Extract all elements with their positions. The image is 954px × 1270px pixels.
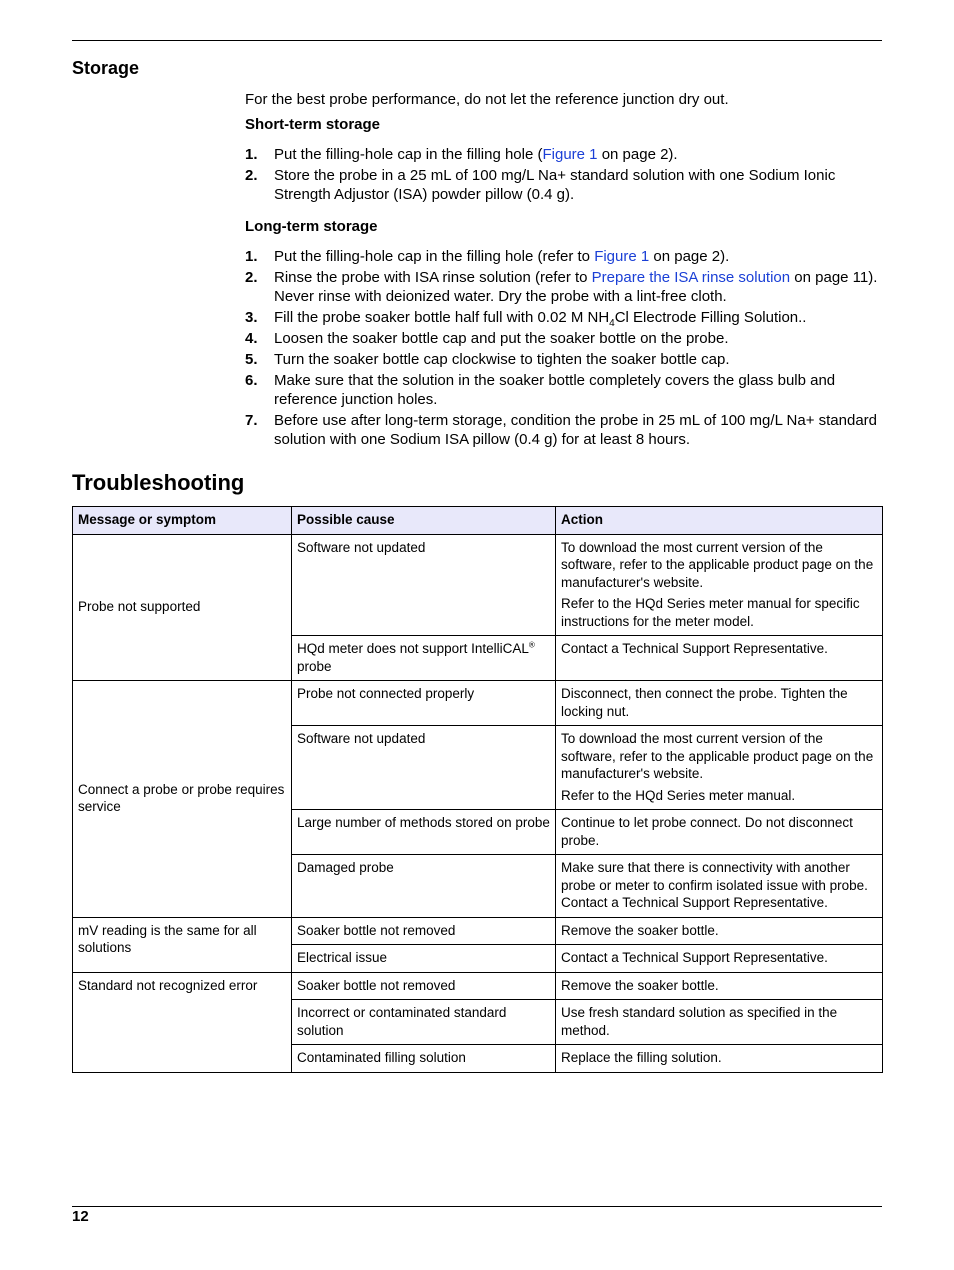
- table-header-row: [73, 507, 883, 535]
- action-cell: Contact a Technical Support Representative.: [556, 945, 883, 973]
- troubleshooting-heading: Troubleshooting: [72, 470, 245, 495]
- symptom-cell: Standard not recognized error: [73, 972, 292, 1072]
- figure-1-link[interactable]: Figure 1: [594, 248, 650, 265]
- long-term-step: 7. Before use after long-term storage, condition the probe in 25 mL of 100 mg/L Na+ standard solution with one Sodium ISA pillow (0.4 g) for at least 8 hours.: [245, 412, 877, 448]
- cause-cell: Software not updated: [292, 726, 556, 810]
- cause-cell: Electrical issue: [292, 945, 556, 973]
- cause-cell: Probe not connected properly: [292, 681, 556, 726]
- cause-cell: Damaged probe: [292, 855, 556, 918]
- long-term-step: 3. Fill the probe soaker bottle half full with 0.02 M $NH_4Cl$ Electrode Filling Solution..: [245, 309, 807, 329]
- action-cell: Continue to let probe connect. Do not disconnect probe.: [556, 810, 883, 855]
- long-term-steps: [245, 247, 885, 451]
- long-term-step: 1. Put the filling-hole cap in the filling hole (refer to Figure 1 on page 2).: [245, 248, 730, 265]
- storage-heading: Storage: [72, 58, 140, 78]
- table-row: [73, 972, 883, 1000]
- bottom-rule: [72, 1206, 882, 1207]
- column-header-cause: Possible cause: [292, 507, 556, 535]
- table-row: [73, 681, 883, 726]
- long-term-step: 6. Make sure that the solution in the soaker bottle completely covers the glass bulb and reference junction holes.: [245, 372, 836, 408]
- long-term-heading: Long-term storage: [245, 218, 378, 235]
- cause-cell: Incorrect or contaminated standard solution: [292, 1000, 556, 1045]
- cause-cell: Software not updated: [292, 534, 556, 636]
- symptom-cell: Probe not supported: [73, 534, 292, 681]
- short-term-step: 1. Put the filling-hole cap in the filling hole (Figure 1 on page 2).: [245, 146, 678, 163]
- long-term-step: 4. Loosen the soaker bottle cap and put the soaker bottle on the probe.: [245, 330, 729, 347]
- long-term-step: 5. Turn the soaker bottle cap clockwise to tighten the soaker bottle cap.: [245, 351, 730, 368]
- troubleshooting-table: [72, 506, 883, 1073]
- top-rule: [72, 40, 882, 41]
- table-row: [73, 534, 883, 636]
- cause-cell: Soaker bottle not removed: [292, 972, 556, 1000]
- column-header-action: Action: [556, 507, 883, 535]
- short-term-steps: [245, 145, 885, 206]
- symptom-cell: mV reading is the same for all solutions: [73, 917, 292, 972]
- action-cell: Disconnect, then connect the probe. Tighten the locking nut.: [556, 681, 883, 726]
- long-term-step: 2. Rinse the probe with ISA rinse solution (refer to Prepare the ISA rinse solution on page 11). Never rinse with deionized water. Dry the probe with a lint-free cloth.: [245, 269, 878, 305]
- action-cell: To download the most current version of the software, refer to the applicable product page on the manufacturer's website. Refer to the HQd Series meter manual for specific instructions for the meter model.: [556, 534, 883, 636]
- storage-intro: For the best probe performance, do not let the reference junction dry out.: [245, 91, 729, 108]
- cause-cell: Large number of methods stored on probe: [292, 810, 556, 855]
- page-number: 12: [72, 1208, 89, 1225]
- action-cell: Remove the soaker bottle.: [556, 917, 883, 945]
- action-cell: Replace the filling solution.: [556, 1045, 883, 1073]
- column-header-symptom: Message or symptom: [73, 507, 292, 535]
- isa-rinse-solution-link[interactable]: Prepare the ISA rinse solution: [591, 269, 791, 286]
- table-row: [73, 917, 883, 945]
- figure-1-link[interactable]: Figure 1: [542, 146, 598, 163]
- symptom-cell: Connect a probe or probe requires service: [73, 681, 292, 918]
- cause-cell: HQd meter does not support IntelliCAL® probe: [292, 636, 556, 681]
- action-cell: Use fresh standard solution as specified in the method.: [556, 1000, 883, 1045]
- cause-cell: Soaker bottle not removed: [292, 917, 556, 945]
- action-cell: Remove the soaker bottle.: [556, 972, 883, 1000]
- short-term-step: 2. Store the probe in a 25 mL of 100 mg/L Na+ standard solution with one Sodium Ionic Strength Adjustor (ISA) powder pillow (0.4 g).: [245, 167, 836, 203]
- action-cell: Contact a Technical Support Representative.: [556, 636, 883, 681]
- action-cell: Make sure that there is connectivity with another probe or meter to confirm isolated issue with probe. Contact a Technical Support Representative.: [556, 855, 883, 918]
- cause-cell: Contaminated filling solution: [292, 1045, 556, 1073]
- short-term-heading: Short-term storage: [245, 116, 381, 133]
- action-cell: To download the most current version of the software, refer to the applicable product page on the manufacturer's website. Refer to the HQd Series meter manual.: [556, 726, 883, 810]
